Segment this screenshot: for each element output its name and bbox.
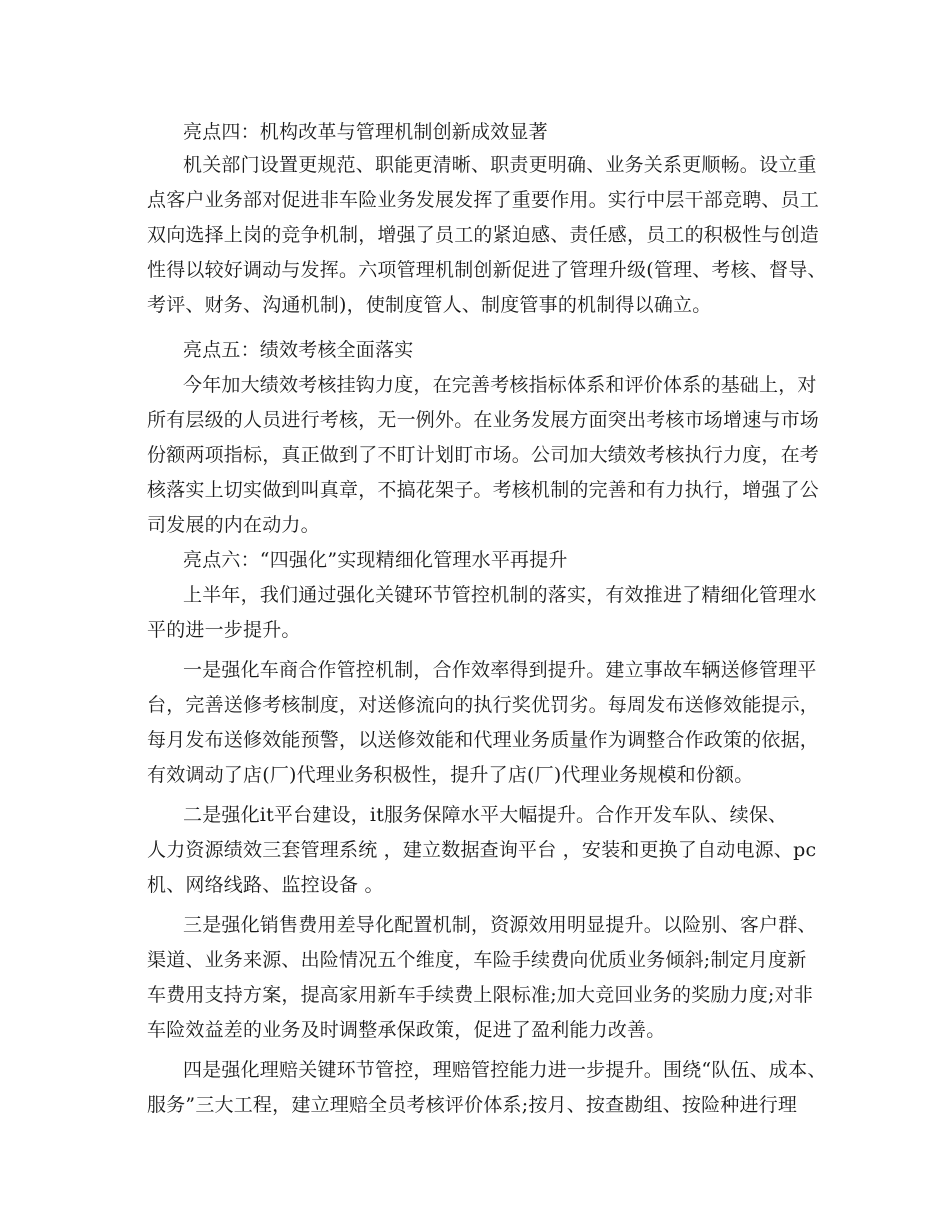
- paragraph-line: 每月发布送修效能预警，以送修效能和代理业务质量作为调整合作政策的依据，: [147, 729, 820, 751]
- paragraph-line: 车险效益差的业务及时调整承保政策，促进了盈利能力改善。: [147, 1019, 666, 1041]
- paragraph-line: 三是强化销售费用差导化配置机制，资源效用明显提升。以险别、客户群、: [183, 914, 817, 936]
- paragraph-line: 四是强化理赔关键环节管控，理赔管控能力进一步提升。围绕“队伍、成本、: [183, 1059, 827, 1081]
- paragraph-line: 有效调动了店(厂)代理业务积极性，提升了店(厂)代理业务规模和份额。: [147, 764, 754, 786]
- paragraph-line: 点客户业务部对促进非车险业务发展发挥了重要作用。实行中层干部竞聘、员工: [147, 189, 820, 211]
- paragraph-line: 性得以较好调动与发挥。六项管理机制创新促进了管理升级(管理、考核、督导、: [147, 259, 827, 281]
- paragraph-line: 核落实上切实做到叫真章，不搞花架子。考核机制的完善和有力执行，增强了公: [147, 479, 820, 501]
- paragraph-line: 渠道、业务来源、出险情况五个维度，车险手续费向优质业务倾斜;制定月度新: [147, 949, 807, 971]
- paragraph-line: 双向选择上岗的竞争机制，增强了员工的紧迫感、责任感，员工的积极性与创造: [147, 224, 820, 246]
- paragraph-line: 司发展的内在动力。: [147, 514, 320, 536]
- paragraph-line: 二是强化it平台建设，it服务保障水平大幅提升。合作开发车队、续保、: [183, 804, 788, 826]
- section-heading-4: 亮点四：机构改革与管理机制创新成效显著: [183, 121, 548, 143]
- paragraph-line: 车费用支持方案，提高家用新车手续费上限标准;加大竞回业务的奖励力度;对非: [147, 984, 814, 1006]
- section-heading-6: 亮点六：“四强化”实现精细化管理水平再提升: [183, 549, 568, 571]
- paragraph-line: 机、网络线路、监控设备 。: [147, 874, 384, 896]
- paragraph-line: 考评、财务、沟通机制)，使制度管人、制度管事的机制得以确立。: [147, 294, 712, 316]
- paragraph-line: 服务”三大工程，建立理赔全员考核评价体系;按月、按查勘组、按险种进行理: [147, 1094, 798, 1116]
- section-heading-5: 亮点五：绩效考核全面落实: [183, 339, 414, 361]
- paragraph-line: 今年加大绩效考核挂钩力度，在完善考核指标体系和评价体系的基础上，对: [183, 374, 817, 396]
- paragraph-line: 台，完善送修考核制度，对送修流向的执行奖优罚劣。每周发布送修效能提示，: [147, 694, 820, 716]
- paragraph-line: 平的进一步提升。: [147, 619, 301, 641]
- paragraph-line: 份额两项指标，真正做到了不盯计划盯市场。公司加大绩效考核执行力度，在考: [147, 444, 820, 466]
- paragraph-line: 所有层级的人员进行考核，无一例外。在业务发展方面突出考核市场增速与市场: [147, 409, 820, 431]
- paragraph-line: 一是强化车商合作管控机制，合作效率得到提升。建立事故车辆送修管理平: [183, 659, 817, 681]
- paragraph-line: 人力资源绩效三套管理系统 ，建立数据查询平台 ，安装和更换了自动电源、pc: [147, 839, 817, 861]
- paragraph-line: 机关部门设置更规范、职能更清晰、职责更明确、业务关系更顺畅。设立重: [183, 154, 817, 176]
- paragraph-line: 上半年，我们通过强化关键环节管控机制的落实，有效推进了精细化管理水: [183, 584, 817, 606]
